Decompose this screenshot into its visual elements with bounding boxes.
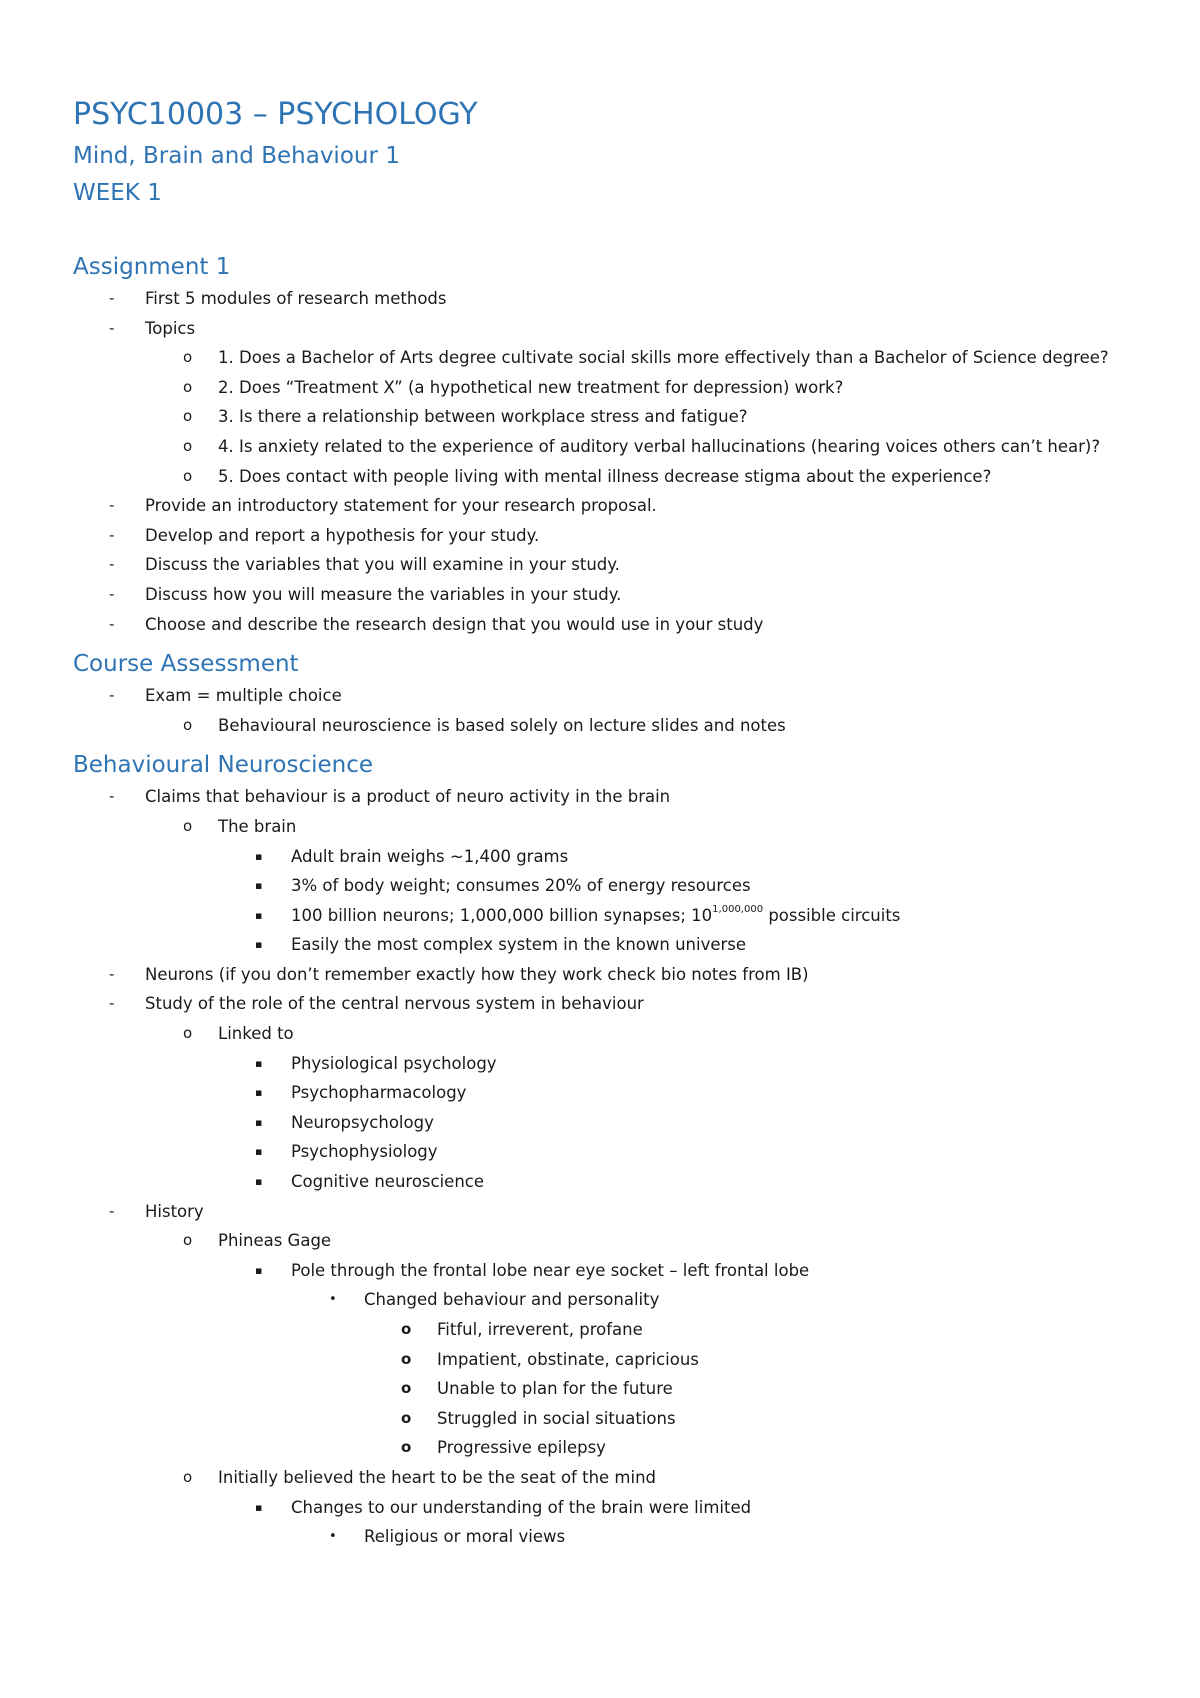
bullet-list xyxy=(73,681,1140,740)
section-course-assessment xyxy=(73,649,1140,740)
dash-bullet-icon: - xyxy=(109,787,115,806)
square-bullet-icon: ▪ xyxy=(255,1115,263,1129)
bullet-list xyxy=(73,782,1140,1551)
list-item xyxy=(73,1226,1140,1256)
list-item xyxy=(73,402,1140,432)
dot-bullet-icon: • xyxy=(329,1529,337,1545)
list-item xyxy=(73,314,1140,344)
list-item-text: Adult brain weighs ~1,400 grams xyxy=(291,846,569,866)
list-item xyxy=(73,989,1140,1019)
list-item xyxy=(73,1256,1140,1286)
dash-bullet-icon: - xyxy=(109,686,115,705)
list-item xyxy=(73,462,1140,492)
section-heading: Behavioural Neuroscience xyxy=(73,752,373,779)
circle-bullet-icon: o xyxy=(183,348,193,367)
list-item-text: Unable to plan for the future xyxy=(437,1379,673,1399)
list-item xyxy=(73,1522,1140,1552)
list-item xyxy=(73,521,1140,551)
list-item-text: Impatient, obstinate, capricious xyxy=(437,1349,699,1369)
list-item-text: Changed behaviour and personality xyxy=(364,1290,660,1310)
list-item-text: Choose and describe the research design that you would use in your study xyxy=(145,614,764,634)
list-item-text: Cognitive neuroscience xyxy=(291,1172,485,1192)
circle-bullet-icon: o xyxy=(183,407,193,426)
square-bullet-icon: ▪ xyxy=(255,1500,263,1514)
list-item-text: Discuss how you will measure the variables in your study. xyxy=(145,584,622,604)
circle-bullet-icon: o xyxy=(183,1467,193,1486)
list-item xyxy=(73,1167,1140,1197)
list-item xyxy=(73,1345,1140,1375)
list-item-text: Exam = multiple choice xyxy=(145,686,342,706)
list-item xyxy=(73,842,1140,872)
list-item xyxy=(73,284,1140,314)
list-item xyxy=(73,711,1140,741)
list-item-text: Psychophysiology xyxy=(291,1142,438,1162)
circle-bullet-icon: o xyxy=(401,1379,412,1398)
document-week: WEEK 1 xyxy=(73,180,162,206)
list-item-text: The brain xyxy=(218,816,297,836)
list-item xyxy=(73,373,1140,403)
circle-bullet-icon: o xyxy=(401,1408,412,1427)
list-item xyxy=(73,1374,1140,1404)
dash-bullet-icon: - xyxy=(109,1201,115,1220)
circle-bullet-icon: o xyxy=(183,466,193,485)
circle-bullet-icon: o xyxy=(183,436,193,455)
list-item xyxy=(73,871,1140,901)
square-bullet-icon: ▪ xyxy=(255,1145,263,1159)
list-item xyxy=(73,812,1140,842)
section-assignment xyxy=(73,252,1140,639)
dash-bullet-icon: - xyxy=(109,555,115,574)
dot-bullet-icon: • xyxy=(329,1292,337,1308)
circle-bullet-icon: o xyxy=(183,816,193,835)
section-behavioural-neuroscience xyxy=(73,750,1140,1551)
list-item-text: Religious or moral views xyxy=(364,1527,566,1547)
list-item xyxy=(73,1285,1140,1315)
list-item xyxy=(73,1463,1140,1493)
circle-bullet-icon: o xyxy=(183,1024,193,1043)
list-item-text-end: possible circuits xyxy=(763,905,901,925)
circle-bullet-icon: o xyxy=(401,1320,412,1338)
list-item-text-start: 100 billion neurons; 1,000,000 billion synapses; 10 xyxy=(291,905,713,925)
square-bullet-icon: ▪ xyxy=(255,1175,263,1189)
document-subtitle: Mind, Brain and Behaviour 1 xyxy=(73,143,400,169)
list-item xyxy=(73,1078,1140,1108)
list-item-text: Phineas Gage xyxy=(218,1231,332,1251)
list-item xyxy=(73,1137,1140,1167)
dash-bullet-icon: - xyxy=(109,496,115,515)
list-item xyxy=(73,550,1140,580)
list-item-text: History xyxy=(145,1201,204,1221)
list-item-text: Initially believed the heart to be the seat of the mind xyxy=(218,1467,657,1487)
dash-bullet-icon: - xyxy=(109,584,115,603)
square-bullet-icon: ▪ xyxy=(255,849,263,863)
dash-bullet-icon: - xyxy=(109,614,115,633)
list-item xyxy=(73,1433,1140,1463)
list-item-text: 5. Does contact with people living with mental illness decrease stigma about the experience? xyxy=(218,466,992,486)
dash-bullet-icon: - xyxy=(109,289,115,307)
dash-bullet-icon: - xyxy=(109,318,115,337)
document-title: PSYC10003 – PSYCHOLOGY xyxy=(73,97,478,132)
list-item xyxy=(73,901,1140,931)
list-item xyxy=(73,610,1140,640)
square-bullet-icon: ▪ xyxy=(255,1086,263,1100)
list-item-text: Pole through the frontal lobe near eye socket – left frontal lobe xyxy=(291,1260,810,1280)
list-item xyxy=(73,343,1140,373)
list-item-text: Discuss the variables that you will examine in your study. xyxy=(145,555,620,575)
list-item-text: Changes to our understanding of the brain were limited xyxy=(291,1497,752,1517)
circle-bullet-icon: o xyxy=(183,377,193,396)
list-item-text: Linked to xyxy=(218,1024,294,1044)
square-bullet-icon: ▪ xyxy=(255,938,263,952)
list-item-text: 3% of body weight; consumes 20% of energy resources xyxy=(291,876,751,896)
list-item-text: Topics xyxy=(145,318,196,338)
circle-bullet-icon: o xyxy=(401,1349,412,1368)
list-item xyxy=(73,1108,1140,1138)
list-item-text: Claims that behaviour is a product of neuro activity in the brain xyxy=(145,787,671,807)
square-bullet-icon: ▪ xyxy=(255,908,263,922)
list-item-text: 1. Does a Bachelor of Arts degree cultivate social skills more effectively than a Bachelor of Science degree? xyxy=(218,348,1109,368)
list-item-text: 3. Is there a relationship between workplace stress and fatigue? xyxy=(218,407,748,427)
list-item-text: Struggled in social situations xyxy=(437,1408,676,1428)
list-item-text: Behavioural neuroscience is based solely on lecture slides and notes xyxy=(218,715,786,735)
list-item-text: Progressive epilepsy xyxy=(437,1438,606,1458)
circle-bullet-icon: o xyxy=(401,1438,412,1457)
list-item xyxy=(73,782,1140,812)
section-heading: Course Assessment xyxy=(73,651,299,678)
list-item-text: 2. Does “Treatment X” (a hypothetical new treatment for depression) work? xyxy=(218,377,844,397)
list-item xyxy=(73,1049,1140,1079)
square-bullet-icon: ▪ xyxy=(255,879,263,893)
list-item xyxy=(73,1315,1140,1345)
list-item-text: Fitful, irreverent, profane xyxy=(437,1320,643,1339)
list-item-text: Develop and report a hypothesis for your study. xyxy=(145,525,540,545)
dash-bullet-icon: - xyxy=(109,525,115,544)
list-item-text: Easily the most complex system in the known universe xyxy=(291,935,747,955)
list-item xyxy=(73,681,1140,711)
list-item xyxy=(73,491,1140,521)
list-item xyxy=(73,930,1140,960)
list-item xyxy=(73,1197,1140,1227)
list-item-text: Neurons (if you don’t remember exactly how they work check bio notes from IB) xyxy=(145,964,809,984)
list-item-text: First 5 modules of research methods xyxy=(145,289,447,308)
dash-bullet-icon: - xyxy=(109,994,115,1013)
list-item xyxy=(73,1493,1140,1523)
list-item-text: Study of the role of the central nervous system in behaviour xyxy=(145,994,644,1014)
list-item xyxy=(73,1019,1140,1049)
circle-bullet-icon: o xyxy=(183,715,193,734)
list-item xyxy=(73,960,1140,990)
list-item-text: 4. Is anxiety related to the experience of auditory verbal hallucinations (hearing voices others can’t hear)? xyxy=(218,436,1101,456)
list-item-text: Psychopharmacology xyxy=(291,1083,467,1103)
section-heading: Assignment 1 xyxy=(73,254,231,280)
circle-bullet-icon: o xyxy=(183,1231,193,1250)
square-bullet-icon: ▪ xyxy=(255,1056,263,1070)
list-item xyxy=(73,1404,1140,1434)
exponent: 1,000,000 xyxy=(712,903,764,915)
dash-bullet-icon: - xyxy=(109,964,115,983)
list-item-text: Neuropsychology xyxy=(291,1112,434,1132)
list-item xyxy=(73,580,1140,610)
square-bullet-icon: ▪ xyxy=(255,1263,263,1277)
list-item-text: Provide an introductory statement for your research proposal. xyxy=(145,496,657,516)
list-item-text: Physiological psychology xyxy=(291,1053,497,1073)
list-item xyxy=(73,432,1140,462)
bullet-list xyxy=(73,284,1140,639)
